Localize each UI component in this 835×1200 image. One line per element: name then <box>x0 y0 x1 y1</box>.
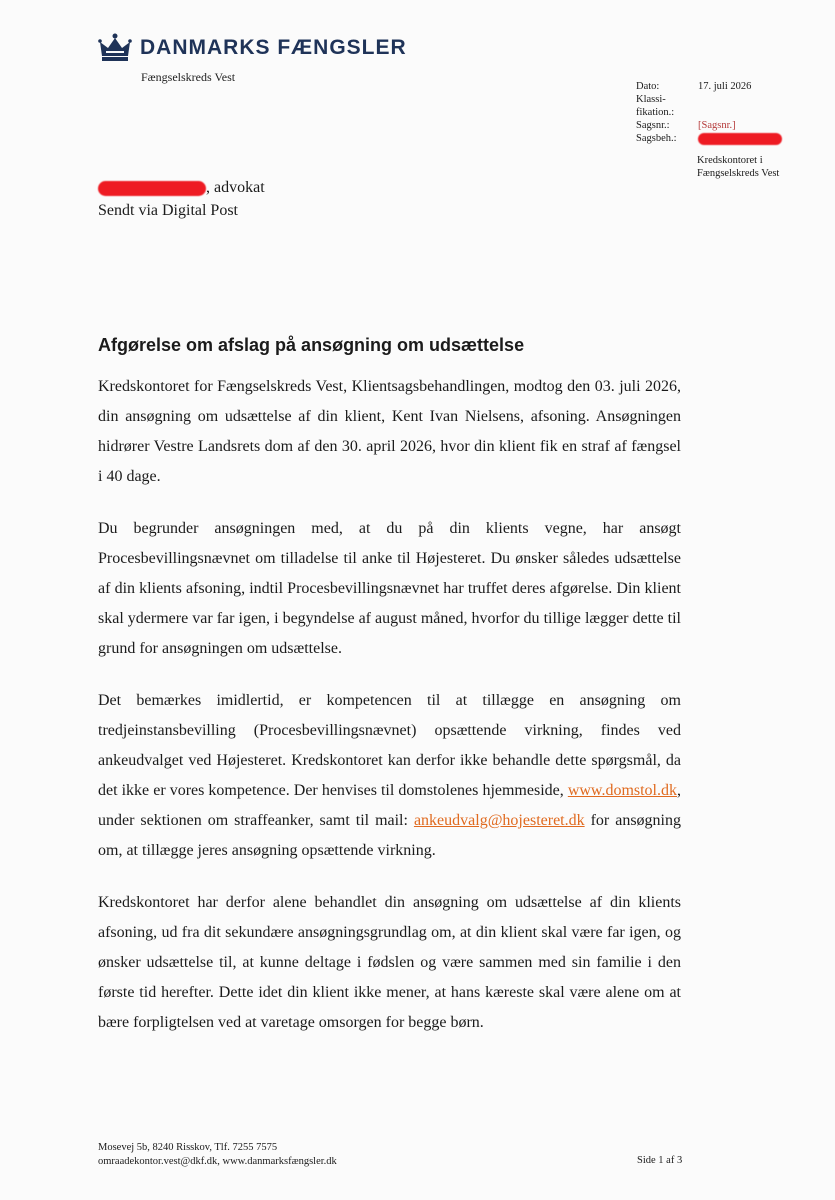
date-label: Dato: <box>636 81 660 92</box>
office-name <box>697 154 817 180</box>
domstol-link[interactable]: www.domstol.dk <box>567 782 677 799</box>
logo <box>98 33 407 63</box>
letter-meta <box>636 80 808 145</box>
crown-icon <box>98 33 132 63</box>
paragraph-1: Kredskontoret for Fængselskreds Vest, Klientsagsbehandlingen, modtog den 03. juli 2026, din ansøgning om udsættelse af din klient, Kent Ivan Nielsens, afsoning. Ansøgningen hidrører Vestre Landsrets dom af den 30. april 2026, hvor din klient fik en straf af fængsel i 40 dage. <box>98 378 681 485</box>
footer <box>98 1141 337 1169</box>
paragraph-3-text-b: , under sektionen om straffeanker, samt til mail: <box>98 782 681 829</box>
ankeudvalg-email-link[interactable]: ankeudvalg@hojesteret.dk <box>413 812 585 829</box>
letter-title: Afgørelse om afslag på ansøgning om udsættelse <box>98 335 525 355</box>
recipient-role: , advokat <box>206 179 265 196</box>
delivery-method: Sendt via Digital Post <box>98 202 238 219</box>
date-value: 17. juli 2026 <box>698 81 752 92</box>
paragraph-3-text-c: for ansøgning om, at tillægge jeres ansøgning opsættende virkning. <box>98 812 682 859</box>
page-number: Side 1 af 3 <box>637 1155 683 1166</box>
handler-redaction <box>698 133 782 145</box>
letter-body <box>98 372 681 1060</box>
case-label: Sagsnr.: <box>636 120 670 131</box>
paragraph-2: Du begrunder ansøgningen med, at du på din klients vegne, har ansøgt Procesbevillingsnævnet om tilladelse til anke til Højesteret. Du ønsker således udsættelse af din klients afsoning, indtil Procesbevillingsnævnet har truffet deres afgørelse. Din klient skal ydermere var far igen, i begyndelse af august måned, hvorfor du tillige lægger dette til grund for ansøgningen om udsættelse. <box>98 520 681 657</box>
paragraph-3 <box>98 686 681 866</box>
brand-name: DANMARKS FÆNGSLER <box>140 36 407 59</box>
classification-label-1: Klassi- <box>636 94 666 105</box>
recipient-name-redaction <box>98 181 206 196</box>
handler-label: Sagsbeh.: <box>636 133 677 144</box>
paragraph-4: Kredskontoret har derfor alene behandlet din ansøgning om udsættelse af din klients afsoning, ud fra dit sekundære ansøgningsgrundlag om, at din klient skal være far igen, og ønsker udsættelse til, at kunne deltage i fødslen og være sammen med sin familie i den første tid herefter. Dette idet din klient ikke mener, at hans kæreste skal være alene om at bære forpligtelsen ved at varetage omsorgen for begge børn. <box>98 894 681 1031</box>
classification-label-2: fikation.: <box>636 107 675 118</box>
footer-contact: omraadekontor.vest@dkf.dk, www.danmarksfængsler.dk <box>98 1156 337 1167</box>
case-value: [Sagsnr.] <box>698 120 736 131</box>
office-line-2: Fængselskreds Vest <box>697 168 780 179</box>
paragraph-3-text-a: Det bemærkes imidlertid, er kompetencen til at tillægge en ansøgning om tredjeinstansbevilling (Procesbevillingsnævnet) opsættende virkning, findes ved ankeudvalget ved Højesteret. Kredskontoret kan derfor ikke behandle dette spørgsmål, da det ikke er vores kompetence. Der henvises til domstolenes hjemmeside, <box>98 692 681 799</box>
office-line-1: Kredskontoret i <box>697 155 763 166</box>
footer-address: Mosevej 5b, 8240 Risskov, Tlf. 7255 7575 <box>98 1142 278 1153</box>
recipient-block <box>98 176 265 222</box>
brand-subtitle: Fængselskreds Vest <box>141 70 236 84</box>
